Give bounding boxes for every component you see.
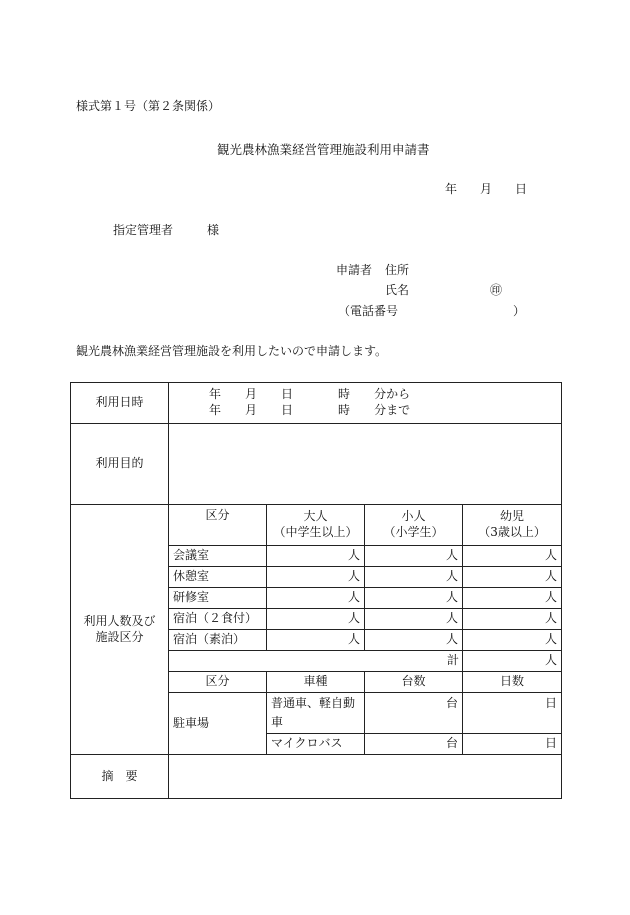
datetime-to-line: 年 月 日 時 分まで [209, 403, 411, 417]
purpose-field[interactable] [169, 424, 562, 505]
parking-category-header: 区分 [169, 672, 267, 693]
vehicle-count-field[interactable]: 台 [365, 734, 463, 755]
adult-count-field[interactable]: 人 [267, 588, 365, 609]
vehicle-count-header: 台数 [365, 672, 463, 693]
vehicle-type-header: 車種 [267, 672, 365, 693]
infant-count-field[interactable]: 人 [463, 588, 562, 609]
application-table [70, 382, 562, 799]
phone-label: （電話番号 [338, 304, 399, 318]
facility-name: 会議室 [169, 546, 267, 567]
statement-text: 観光農林漁業経営管理施設を利用したいので申請します。 [76, 344, 388, 358]
parking-label: 駐車場 [169, 693, 267, 755]
facility-name: 宿泊（２食付） [169, 609, 267, 630]
child-header: 小人 （小学生） [365, 505, 463, 546]
total-label: 計 [169, 651, 463, 672]
people-label: 利用人数及び施設区分 [71, 505, 169, 755]
usage-datetime-field[interactable] [169, 383, 562, 424]
remarks-row [71, 755, 562, 799]
seal-mark: ㊞ [490, 283, 503, 297]
adult-count-field[interactable]: 人 [267, 546, 365, 567]
days-field[interactable]: 日 [463, 693, 562, 734]
applicant-label: 申請者 [336, 263, 373, 277]
child-count-field[interactable]: 人 [365, 630, 463, 651]
vehicle-count-field[interactable]: 台 [365, 693, 463, 734]
usage-datetime-row [71, 383, 562, 424]
purpose-row [71, 424, 562, 505]
addressee-honorific: 様 [207, 223, 220, 237]
date-day-label: 日 [515, 182, 528, 196]
facility-name: 研修室 [169, 588, 267, 609]
infant-header: 幼児 （3歳以上） [463, 505, 562, 546]
applicant-address-label: 住所 [385, 263, 410, 277]
adult-count-field[interactable]: 人 [267, 609, 365, 630]
facility-name: 休憩室 [169, 567, 267, 588]
days-field[interactable]: 日 [463, 734, 562, 755]
applicant-name-label: 氏名 [385, 283, 410, 297]
child-count-field[interactable]: 人 [365, 588, 463, 609]
datetime-from-line: 年 月 日 時 分から [209, 387, 411, 402]
facility-name: 宿泊（素泊） [169, 630, 267, 651]
child-count-field[interactable]: 人 [365, 546, 463, 567]
infant-count-field[interactable]: 人 [463, 567, 562, 588]
form-title: 観光農林漁業経営管理施設利用申請書 [217, 142, 430, 157]
infant-count-field[interactable]: 人 [463, 609, 562, 630]
form-number: 様式第１号（第２条関係） [76, 99, 221, 113]
addressee-label: 指定管理者 [113, 223, 174, 237]
usage-datetime-label: 利用日時 [71, 383, 169, 424]
vehicle-type: マイクロバス [267, 734, 365, 755]
people-header-row [71, 505, 562, 546]
phone-close: ） [513, 304, 526, 318]
purpose-label: 利用目的 [71, 424, 169, 505]
total-count-field[interactable]: 人 [463, 651, 562, 672]
remarks-field[interactable] [169, 755, 562, 799]
vehicle-type: 普通車、軽自動車 [267, 693, 365, 734]
category-header: 区分 [169, 505, 267, 546]
remarks-label: 摘 要 [71, 755, 169, 799]
infant-count-field[interactable]: 人 [463, 630, 562, 651]
child-count-field[interactable]: 人 [365, 567, 463, 588]
days-header: 日数 [463, 672, 562, 693]
date-year-label: 年 [445, 182, 458, 196]
adult-header: 大人 （中学生以上） [267, 505, 365, 546]
date-month-label: 月 [480, 182, 493, 196]
infant-count-field[interactable]: 人 [463, 546, 562, 567]
child-count-field[interactable]: 人 [365, 609, 463, 630]
adult-count-field[interactable]: 人 [267, 630, 365, 651]
adult-count-field[interactable]: 人 [267, 567, 365, 588]
